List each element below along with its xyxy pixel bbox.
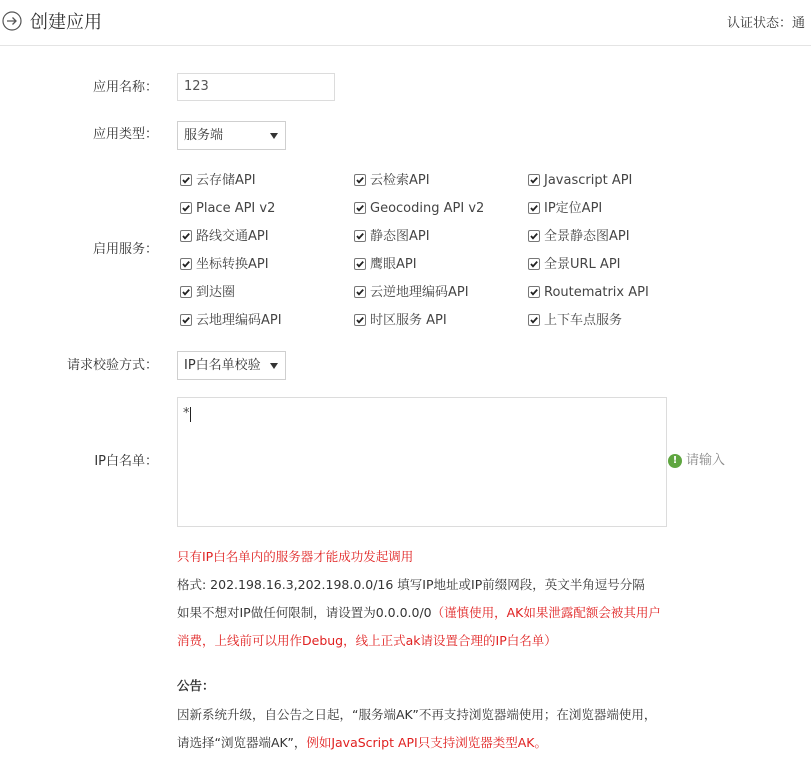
announce-line-1: 因新系统升级，自公告之日起，“服务端AK”不再支持浏览器端使用；在浏览器端使用， <box>177 707 657 722</box>
checkbox-checked-icon[interactable] <box>528 202 540 214</box>
checkbox-checked-icon[interactable] <box>180 258 192 270</box>
auth-status: 认证状态：通 <box>727 16 806 31</box>
service-label: Geocoding API v2 <box>370 201 485 216</box>
chevron-down-icon <box>270 133 278 139</box>
checkbox-checked-icon[interactable] <box>180 286 192 298</box>
back-arrow-icon[interactable] <box>2 11 22 31</box>
announce-line-2a: 请选择“浏览器端AK”， <box>177 735 307 750</box>
verify-method-value: IP白名单校验 <box>184 358 261 373</box>
services-label: 启用服务： <box>92 242 158 257</box>
no-limit-note <box>177 604 661 622</box>
checkbox-checked-icon[interactable] <box>180 174 192 186</box>
ip-whitelist-label: IP白名单： <box>94 454 158 469</box>
no-limit-text: 如果不想对IP做任何限制，请设置为0.0.0.0/0 <box>177 605 432 620</box>
text-cursor <box>190 407 191 422</box>
verify-method-select[interactable] <box>177 351 286 380</box>
ip-hint: 请输入 <box>686 453 726 468</box>
format-note: 格式: 202.198.16.3,202.198.0.0/16 填写IP地址或IP前缀网段，英文半角逗号分隔 <box>177 577 645 592</box>
announce-line-2b: 例如JavaScript API只支持浏览器类型AK。 <box>306 735 547 750</box>
warn-text-1: （谨慎使用，AK如果泄露配额会被其用户 <box>431 605 661 620</box>
checkbox-checked-icon[interactable] <box>180 230 192 242</box>
app-name-label: 应用名称： <box>92 80 158 95</box>
service-label: 云逆地理编码API <box>370 285 469 300</box>
service-label: Javascript API <box>544 173 633 188</box>
checkbox-checked-icon[interactable] <box>354 286 366 298</box>
service-label: IP定位API <box>544 201 603 216</box>
warn-text-2: 消费，上线前可以用作Debug，线上正式ak请设置合理的IP白名单） <box>177 633 557 648</box>
whitelist-note: 只有IP白名单内的服务器才能成功发起调用 <box>177 549 414 564</box>
service-label: 上下车点服务 <box>544 313 623 328</box>
service-label: 全景静态图API <box>544 229 630 244</box>
app-name-input[interactable]: 123 <box>177 73 335 101</box>
ip-whitelist-textarea[interactable] <box>177 397 667 527</box>
service-label: 云检索API <box>370 173 430 188</box>
header <box>0 0 811 46</box>
service-label: 到达圈 <box>196 285 236 300</box>
info-icon: ! <box>668 454 682 468</box>
ip-whitelist-value: * <box>183 406 190 421</box>
checkbox-checked-icon[interactable] <box>528 230 540 242</box>
service-label: 云存储API <box>196 173 256 188</box>
app-type-label: 应用类型： <box>92 127 158 142</box>
checkbox-checked-icon[interactable] <box>354 314 366 326</box>
service-label: 鹰眼API <box>370 257 417 272</box>
service-label: 全景URL API <box>544 257 621 272</box>
announce-line-2 <box>177 734 547 752</box>
service-label: 时区服务 API <box>370 313 447 328</box>
chevron-down-icon <box>270 363 278 369</box>
service-label: 静态图API <box>370 229 430 244</box>
checkbox-checked-icon[interactable] <box>354 202 366 214</box>
page-title: 创建应用 <box>30 12 102 33</box>
service-label: Routematrix API <box>544 285 649 300</box>
checkbox-checked-icon[interactable] <box>528 286 540 298</box>
service-label: 云地理编码API <box>196 313 282 328</box>
checkbox-checked-icon[interactable] <box>354 174 366 186</box>
checkbox-checked-icon[interactable] <box>180 202 192 214</box>
checkbox-checked-icon[interactable] <box>354 258 366 270</box>
checkbox-checked-icon[interactable] <box>354 230 366 242</box>
checkbox-checked-icon[interactable] <box>180 314 192 326</box>
service-label: 路线交通API <box>196 229 269 244</box>
service-label: Place API v2 <box>196 201 276 216</box>
checkbox-checked-icon[interactable] <box>528 174 540 186</box>
checkbox-checked-icon[interactable] <box>528 258 540 270</box>
app-type-select[interactable] <box>177 121 286 150</box>
verify-method-label: 请求校验方式： <box>66 358 158 373</box>
service-label: 坐标转换API <box>196 257 269 272</box>
checkbox-checked-icon[interactable] <box>528 314 540 326</box>
announce-title: 公告： <box>177 678 215 693</box>
app-type-value: 服务端 <box>184 128 224 143</box>
